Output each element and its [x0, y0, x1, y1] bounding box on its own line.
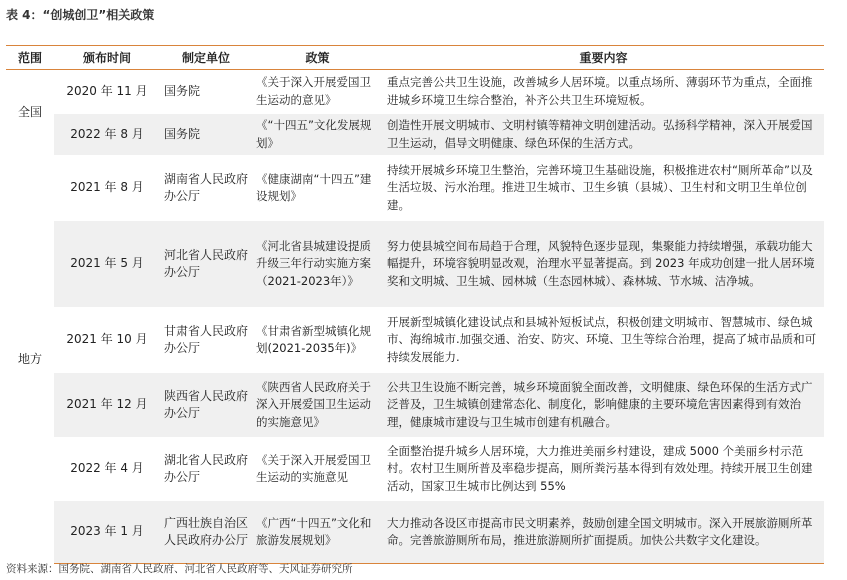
time-cell: 2021 年 8 月	[54, 156, 160, 221]
policy-cell: 《陕西省人民政府关于深入开展爱国卫生运动的实施意见》	[252, 373, 383, 438]
table-row	[6, 308, 824, 373]
department-cell: 陕西省人民政府办公厅	[160, 373, 252, 438]
department-cell: 国务院	[160, 70, 252, 114]
policy-cell: 《健康湖南“十四五”建设规划》	[252, 156, 383, 221]
content-cell: 创造性开展文明城市、文明村镇等精神文明创建活动。弘扬科学精神，深入开展爱国卫生运动，倡导文明健康、绿色环保的生活方式。	[383, 114, 824, 156]
policy-cell: 《关于深入开展爱国卫生运动的意见》	[252, 70, 383, 114]
department-cell: 广西壮族自治区人民政府办公厅	[160, 501, 252, 564]
column-header-department: 制定单位	[160, 46, 252, 70]
time-cell: 2021 年 5 月	[54, 221, 160, 308]
table-row	[6, 156, 824, 221]
time-cell: 2021 年 12 月	[54, 373, 160, 438]
content-cell: 努力使县城空间布局趋于合理，风貌特色逐步显现，集聚能力持续增强，承载功能大幅提升，环境容貌明显改观，治理水平显著提高。到 2023 年成功创建一批人居环境奖和文明城、卫生城、园林城（生态园林城）、森林城、节水城、洁净城。	[383, 221, 824, 308]
table-row	[6, 70, 824, 114]
department-cell: 湖南省人民政府办公厅	[160, 156, 252, 221]
table-row	[6, 221, 824, 308]
department-cell: 甘肃省人民政府办公厅	[160, 308, 252, 373]
table-row	[6, 114, 824, 156]
source-note: 资料来源：国务院、湖南省人民政府、河北省人民政府等、天风证券研究所	[6, 563, 353, 575]
table-row	[6, 373, 824, 438]
content-cell: 开展新型城镇化建设试点和县城补短板试点，积极创建文明城市、智慧城市、绿色城市、海绵城市.加强交通、治安、防灾、环境、卫生等综合治理，提高了城市品质和可持续发展能力.	[383, 308, 824, 373]
table-row	[6, 501, 824, 564]
time-cell: 2022 年 8 月	[54, 114, 160, 156]
scope-cell-national: 全国	[6, 70, 54, 156]
content-cell: 持续开展城乡环境卫生整治，完善环境卫生基础设施，积极推进农村“厕所革命”以及生活垃圾、污水治理。推进卫生城市、卫生乡镇（县城）、卫生村和文明卫生单位创建。	[383, 156, 824, 221]
department-cell: 湖北省人民政府办公厅	[160, 438, 252, 501]
content-cell: 公共卫生设施不断完善，城乡环境面貌全面改善，文明健康、绿色环保的生活方式广泛普及，卫生城镇创建常态化、制度化，影响健康的主要环境危害因素得到有效治理，健康城市建设与卫生城市创建有机融合。	[383, 373, 824, 438]
policy-cell: 《甘肃省新型城镇化规划(2021-2035年)》	[252, 308, 383, 373]
column-header-scope: 范围	[6, 46, 54, 70]
policy-cell: 《关于深入开展爱国卫生运动的实施意见	[252, 438, 383, 501]
time-cell: 2023 年 1 月	[54, 501, 160, 564]
content-cell: 重点完善公共卫生设施，改善城乡人居环境。以重点场所、薄弱环节为重点，全面推进城乡环境卫生综合整治，补齐公共卫生环境短板。	[383, 70, 824, 114]
column-header-time: 颁布时间	[54, 46, 160, 70]
column-header-content: 重要内容	[383, 46, 824, 70]
policy-cell: 《“十四五”文化发展规划》	[252, 114, 383, 156]
content-cell: 全面整治提升城乡人居环境，大力推进美丽乡村建设，建成 5000 个美丽乡村示范村。农村卫生厕所普及率稳步提高，厕所粪污基本得到有效处理。持续开展卫生创建活动，国家卫生城市比例达到 55%	[383, 438, 824, 501]
time-cell: 2020 年 11 月	[54, 70, 160, 114]
header-row	[6, 46, 824, 70]
column-header-policy: 政策	[252, 46, 383, 70]
content-cell: 大力推动各设区市提高市民文明素养，鼓励创建全国文明城市。深入开展旅游厕所革命。完善旅游厕所布局，推进旅游厕所扩面提质。加快公共数字文化建设。	[383, 501, 824, 564]
policy-cell: 《河北省县城建设提质升级三年行动实施方案（2021-2023年）》	[252, 221, 383, 308]
department-cell: 国务院	[160, 114, 252, 156]
policy-cell: 《广西“十四五”文化和旅游发展规划》	[252, 501, 383, 564]
time-cell: 2021 年 10 月	[54, 308, 160, 373]
table-row	[6, 438, 824, 501]
department-cell: 河北省人民政府办公厅	[160, 221, 252, 308]
table-caption: 表 4：“创城创卫”相关政策	[6, 8, 155, 22]
scope-cell-local: 地方	[6, 156, 54, 564]
policy-table	[6, 45, 824, 564]
time-cell: 2022 年 4 月	[54, 438, 160, 501]
